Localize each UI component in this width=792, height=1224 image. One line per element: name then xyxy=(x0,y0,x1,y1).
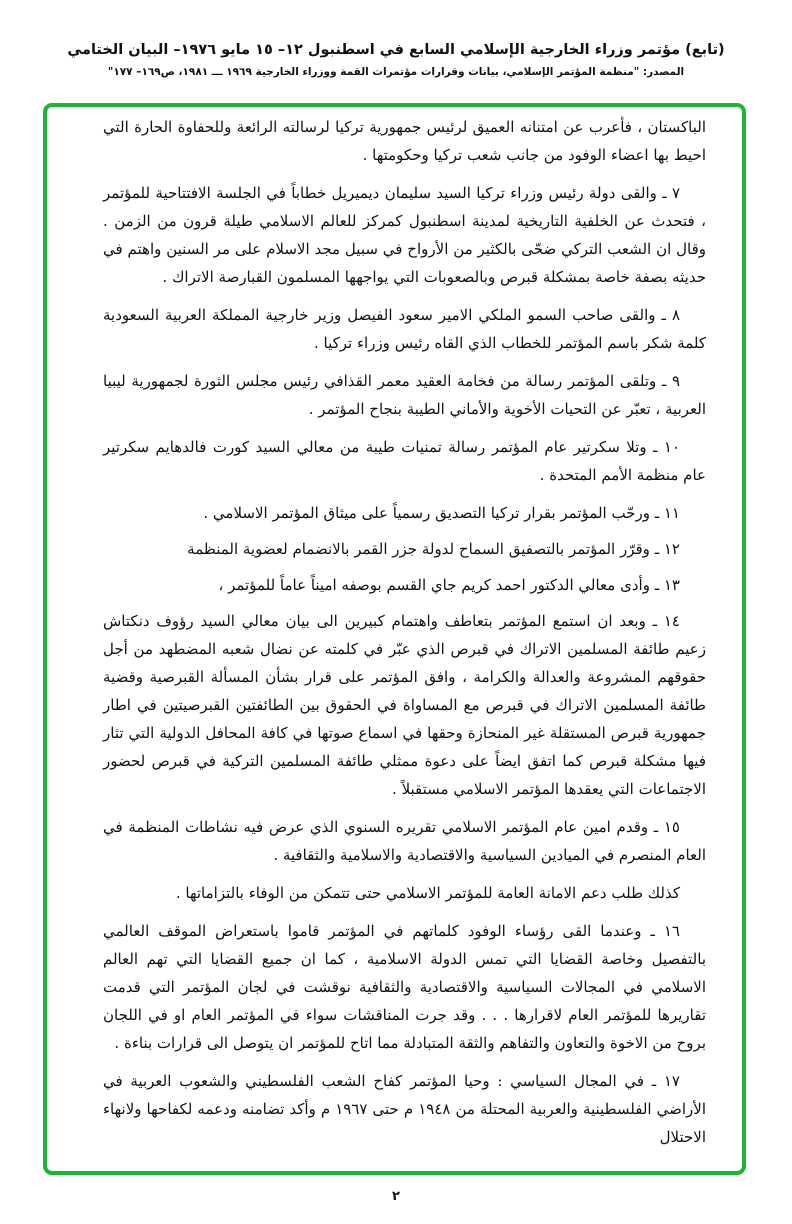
document-body xyxy=(103,113,706,1151)
source-citation: المصدر: "منظمة المؤتمر الإسلامي، بيانات وقرارات مؤتمرات القمة ووزراء الخارجية ١٩٦٩ ـــ ١٩٨١، ص١٦٩– ١٧٧" xyxy=(107,66,685,78)
paragraph-9: ٩ ـ وتلقى المؤتمر رسالة من فخامة العقيد معمر القذافي رئيس مجلس الثورة لجمهورية ليبيا العربية ، تعبّر عن التحيات الأخوية والأماني الطيبة بنجاح المؤتمر . xyxy=(103,372,706,418)
paragraph-13: ١٣ ـ وأدى معالي الدكتور احمد كريم جاي القسم بوصفه اميناً عاماً للمؤتمر ، xyxy=(218,576,680,594)
page-title: (تابع) مؤتمر وزراء الخارجية الإسلامي السابع في اسطنبول ١٢– ١٥ مايو ١٩٧٦– البيان الختامي xyxy=(67,42,725,58)
page-header xyxy=(20,40,772,80)
paragraph-10: ١٠ ـ وتلا سكرتير عام المؤتمر رسالة تمنيات طيبة من معالي السيد كورت فالدهايم سكرتير عام منظمة الأمم المتحدة . xyxy=(103,438,706,484)
paragraph-7: ٧ ـ والقى دولة رئيس وزراء تركيا السيد سليمان ديميريل خطاباً في الجلسة الافتتاحية للمؤتمر ، فتحدث عن الخلفية التاريخية لمدينة اسطنبول كمركز للعالم الاسلامي طيلة قرون من الزمن . وقال ان الشعب التركي ضحّى بالكثير من الأرواح في سبيل مجد الاسلام على مر السنين واهتم في حديثه بصفة خاصة بمشكلة قبرص وبالصعوبات التي يواجهها المسلمون القبارصة الاتراك . xyxy=(103,184,706,286)
paragraph-11: ١١ ـ ورحّب المؤتمر بقرار تركيا التصديق رسمياً على ميثاق المؤتمر الاسلامي . xyxy=(203,504,680,522)
paragraph-15: ١٥ ـ وقدم امين عام المؤتمر الاسلامي تقريره السنوي الذي عرض فيه نشاطات المنظمة في العام المنصرم في الميادين السياسية والاقتصادية والاسلامية والثقافية . xyxy=(103,818,706,864)
paragraph-continuation: الباكستان ، فأعرب عن امتنانه العميق لرئيس جمهورية تركيا لرسالته الرائعة وللحفاوة الحارة التي احيط بها اعضاء الوفود من جانب شعب تركيا وحكومتها . xyxy=(103,118,706,164)
paragraph-12: ١٢ ـ وقرّر المؤتمر بالتصفيق السماح لدولة جزر القمر بالانضمام لعضوية المنظمة xyxy=(187,540,680,558)
paragraph-17: ١٧ ـ في المجال السياسي : وحيا المؤتمر كفاح الشعب الفلسطيني والشعوب العربية في الأراضي الفلسطينية والعربية المحتلة من ١٩٤٨ م حتى ١٩٦٧ م وأكد تضامنه ودعمه لكفاحها ولانهاء الاحتلال xyxy=(103,1072,706,1146)
paragraph-14: ١٤ ـ وبعد ان استمع المؤتمر بتعاطف واهتمام كبيرين الى بيان معالي السيد رؤوف دنكتاش زعيم طائفة المسلمين الاتراك في قبرص الذي عبّر في كلمته عن نضال شعبه المضطهد من أجل حقوقهم المشروعة والعدالة والكرامة ، وافق المؤتمر على قرار بشأن المسألة القبرصية وقضية طائفة المسلمين الاتراك في قبرص مع المساواة في الحقوق بين الطائفتين القبرصيتين في اطار جمهورية قبرص المستقلة غير المنحازة وحقها في اسماع صوتها في كافة المحافل الدولية التي تثار فيها مشكلة قبرص كما اتفق ايضاً على دعوة ممثلي طائفة المسلمين التركية في قبرص لحضور الاجتماعات التي يعقدها المؤتمر الاسلامي مستقبلاً . xyxy=(103,612,706,798)
paragraph-8: ٨ ـ والقى صاحب السمو الملكي الامير سعود الفيصل وزير خارجية المملكة العربية السعودية كلمة شكر باسم المؤتمر للخطاب الذي القاه رئيس وزراء تركيا . xyxy=(103,306,706,352)
paragraph-15-continuation: كذلك طلب دعم الامانة العامة للمؤتمر الاسلامي حتى تتمكن من الوفاء بالتزاماتها . xyxy=(175,884,680,902)
page-footer xyxy=(0,1175,792,1204)
paragraph-16: ١٦ ـ وعندما القى رؤساء الوفود كلماتهم في المؤتمر قاموا باستعراض الموقف العالمي بالتفصيل وخاصة القضايا التي تمس الدولة الاسلامية ، كما ان جميع القضايا التي تهم العالم الاسلامي في المجالات السياسية والاقتصادية والثقافية نوقشت في لجان المؤتمر التي قدمت تقاريرها للمؤتمر العام لاقرارها . . . وقد جرت المناقشات سواء في المؤتمر العام او في اللجان بروح من الاخوة والتعاون والتفاهم والثقة المتبادلة مما اتاح للمؤتمر ان يتوصل الى قرارات بناءة . xyxy=(103,922,706,1052)
page-number: ٢ xyxy=(392,1189,400,1204)
green-border-frame xyxy=(43,103,746,1175)
